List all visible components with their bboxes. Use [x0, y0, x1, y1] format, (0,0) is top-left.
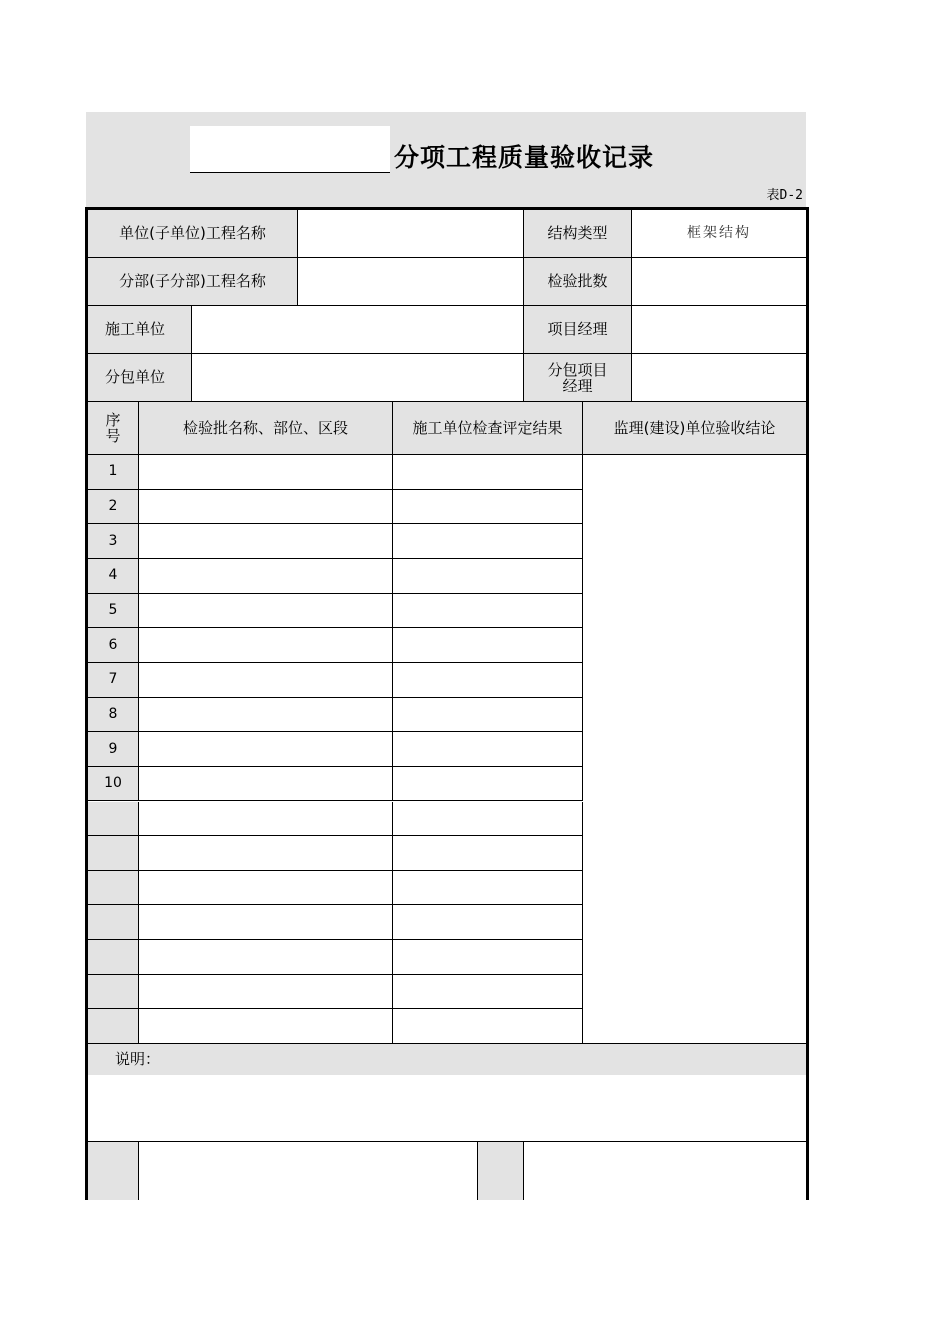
signature-label-right [478, 1142, 524, 1200]
sub-pm-label-line1: 分包项目 [547, 360, 608, 379]
construction-result-cell[interactable] [393, 490, 583, 525]
batch-name-cell[interactable] [139, 594, 393, 629]
batch-name-cell[interactable] [139, 1009, 393, 1044]
construction-result-cell[interactable] [393, 905, 583, 940]
construction-result-cell[interactable] [393, 455, 583, 490]
batch-name-cell[interactable] [139, 767, 393, 802]
row-number [88, 871, 139, 906]
construction-result-cell[interactable] [393, 559, 583, 594]
unit-project-value[interactable] [298, 210, 524, 258]
row-number: 1 [88, 455, 139, 490]
construction-result-cell[interactable] [393, 594, 583, 629]
page-title: 分项工程质量验收记录 [394, 143, 655, 172]
construction-result-cell[interactable] [393, 975, 583, 1010]
col-header-no [88, 402, 139, 455]
notes-content[interactable] [88, 1075, 806, 1142]
structure-type-label: 结构类型 [524, 210, 632, 258]
signature-field-left[interactable] [139, 1142, 478, 1200]
form-number: 表D-2 [766, 188, 803, 203]
construction-result-cell[interactable] [393, 940, 583, 975]
batch-name-cell[interactable] [139, 559, 393, 594]
batch-name-cell[interactable] [139, 698, 393, 733]
batch-name-cell[interactable] [139, 802, 393, 837]
notes-label: 说明： [88, 1044, 806, 1075]
construction-unit-value[interactable] [192, 306, 524, 354]
unit-project-label: 单位(子单位)工程名称 [88, 210, 298, 258]
construction-result-cell[interactable] [393, 836, 583, 871]
row-number: 5 [88, 594, 139, 629]
construction-unit-label: 施工单位 [88, 306, 192, 354]
col-header-batch-name: 检验批名称、部位、区段 [139, 402, 393, 455]
batch-name-cell[interactable] [139, 628, 393, 663]
row-number: 8 [88, 698, 139, 733]
signature-field-right[interactable] [524, 1142, 806, 1200]
col-header-no-line1: 序 [105, 411, 121, 429]
row-number: 3 [88, 524, 139, 559]
col-header-construction-result: 施工单位检查评定结果 [393, 402, 583, 455]
batch-name-cell[interactable] [139, 975, 393, 1010]
batch-count-label: 检验批数 [524, 258, 632, 306]
project-manager-label: 项目经理 [524, 306, 632, 354]
col-header-supervision-conclusion: 监理(建设)单位验收结论 [583, 402, 806, 455]
batch-count-value[interactable] [632, 258, 806, 306]
batch-name-cell[interactable] [139, 836, 393, 871]
batch-name-cell[interactable] [139, 455, 393, 490]
row-number [88, 905, 139, 940]
sub-pm-label [524, 354, 632, 402]
row-number [88, 975, 139, 1010]
batch-name-cell[interactable] [139, 905, 393, 940]
division-project-label: 分部(子分部)工程名称 [88, 258, 298, 306]
batch-name-cell[interactable] [139, 663, 393, 698]
construction-result-cell[interactable] [393, 698, 583, 733]
row-number: 4 [88, 559, 139, 594]
row-number: 10 [88, 767, 139, 802]
project-name-blank[interactable] [190, 126, 390, 173]
row-number [88, 1009, 139, 1044]
subcontractor-value[interactable] [192, 354, 524, 402]
construction-result-cell[interactable] [393, 802, 583, 837]
form-frame [85, 207, 809, 1200]
construction-result-cell[interactable] [393, 663, 583, 698]
batch-name-cell[interactable] [139, 490, 393, 525]
construction-result-cell[interactable] [393, 732, 583, 767]
col-header-no-line2: 号 [105, 427, 121, 445]
structure-type-value[interactable]: 框架结构 [632, 210, 806, 258]
construction-result-cell[interactable] [393, 628, 583, 663]
batch-name-cell[interactable] [139, 524, 393, 559]
row-number [88, 836, 139, 871]
sub-pm-label-line2: 经理 [562, 376, 593, 395]
supervision-conclusion-cell[interactable] [583, 455, 806, 1044]
project-manager-value[interactable] [632, 306, 806, 354]
batch-name-cell[interactable] [139, 940, 393, 975]
row-number: 2 [88, 490, 139, 525]
construction-result-cell[interactable] [393, 871, 583, 906]
signature-label-left [88, 1142, 139, 1200]
sub-pm-value[interactable] [632, 354, 806, 402]
batch-name-cell[interactable] [139, 871, 393, 906]
batch-name-cell[interactable] [139, 732, 393, 767]
construction-result-cell[interactable] [393, 1009, 583, 1044]
subcontractor-label: 分包单位 [88, 354, 192, 402]
row-number [88, 940, 139, 975]
row-number [88, 802, 139, 837]
division-project-value[interactable] [298, 258, 524, 306]
row-number: 6 [88, 628, 139, 663]
construction-result-cell[interactable] [393, 524, 583, 559]
construction-result-cell[interactable] [393, 767, 583, 802]
row-number: 7 [88, 663, 139, 698]
row-number: 9 [88, 732, 139, 767]
